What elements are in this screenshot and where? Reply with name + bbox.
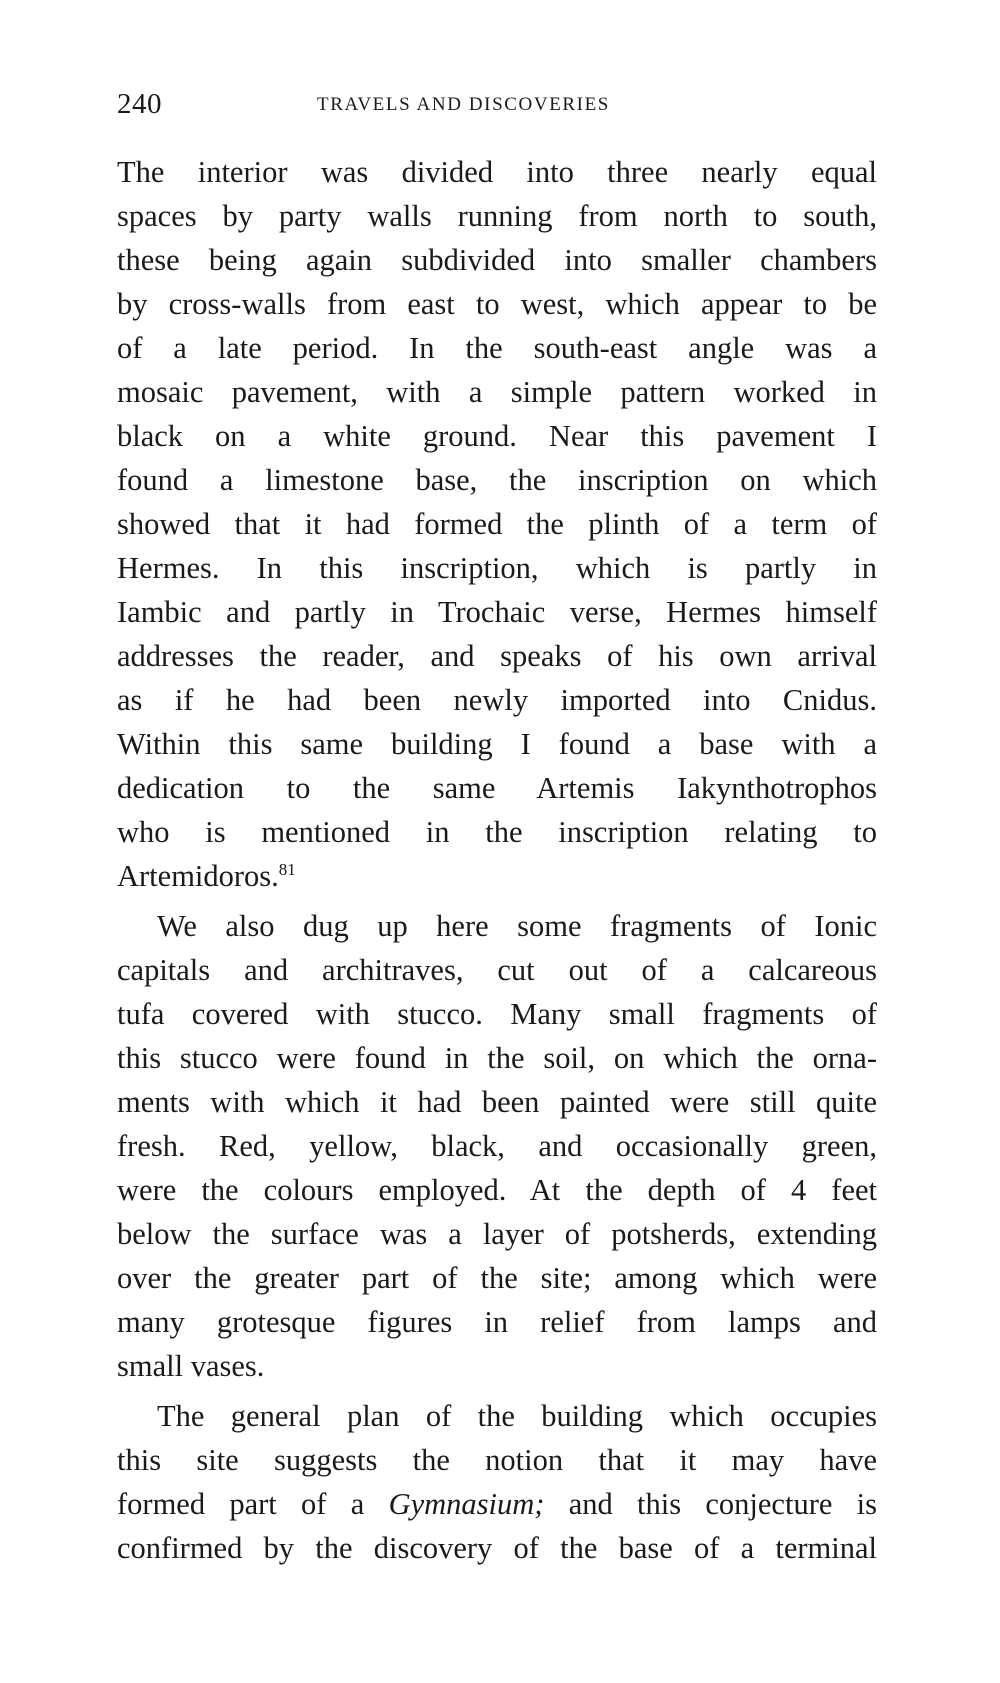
- text-line: capitals and architraves, cut out of a calcareous: [117, 953, 877, 987]
- running-title: TRAVELS AND DISCOVERIES: [317, 94, 610, 115]
- text-line: [117, 1482, 877, 1526]
- text-line: below the surface was a layer of potsherds, extending: [117, 1217, 877, 1251]
- italic-term: Gymnasium;: [388, 1487, 545, 1521]
- text-fragment: and this conjecture is: [544, 1487, 877, 1521]
- text-line: Hermes. In this inscription, which is partly in: [117, 551, 877, 585]
- paragraph-2: [117, 904, 877, 1388]
- text-line: ments with which it had been painted were still quite: [117, 1085, 877, 1119]
- text-line: confirmed by the discovery of the base of a terminal: [117, 1531, 877, 1565]
- text-line: mosaic pavement, with a simple pattern worked in: [117, 375, 877, 409]
- page-number: 240: [117, 88, 162, 120]
- text-line: who is mentioned in the inscription relating to: [117, 815, 877, 849]
- text-line: this stucco were found in the soil, on which the orna-: [117, 1041, 877, 1075]
- text-line: The interior was divided into three nearly equal: [117, 155, 877, 189]
- running-head: [117, 84, 877, 124]
- text-line: fresh. Red, yellow, black, and occasionally green,: [117, 1129, 877, 1163]
- text-line: Within this same building I found a base with a: [117, 727, 877, 761]
- text-line: Iambic and partly in Trochaic verse, Hermes himself: [117, 595, 877, 629]
- text-line: The general plan of the building which occupies: [157, 1399, 877, 1433]
- text-fragment: formed part of a: [117, 1487, 389, 1521]
- text-line: addresses the reader, and speaks of his own arrival: [117, 639, 877, 673]
- footnote-reference: 81: [278, 859, 296, 879]
- text-line: spaces by party walls running from north to south,: [117, 199, 877, 233]
- text-line: We also dug up here some fragments of Ionic: [157, 909, 877, 943]
- body-text: [117, 150, 877, 1570]
- text-line: showed that it had formed the plinth of a term of: [117, 507, 877, 541]
- text-line-last: [117, 854, 877, 898]
- text-line: by cross-walls from east to west, which appear to be: [117, 287, 877, 321]
- text-line: over the greater part of the site; among which were: [117, 1261, 877, 1295]
- text-line: black on a white ground. Near this pavement I: [117, 419, 877, 453]
- text-line: were the colours employed. At the depth of 4 feet: [117, 1173, 877, 1207]
- text-line: these being again subdivided into smaller chambers: [117, 243, 877, 277]
- text-line: dedication to the same Artemis Iakynthotrophos: [117, 771, 877, 805]
- text-line: many grotesque figures in relief from lamps and: [117, 1305, 877, 1339]
- text-line-last: small vases.: [117, 1349, 265, 1383]
- text-line: tufa covered with stucco. Many small fragments of: [117, 997, 877, 1031]
- text-line: as if he had been newly imported into Cnidus.: [117, 683, 877, 717]
- text-line: found a limestone base, the inscription on which: [117, 463, 877, 497]
- text-line: this site suggests the notion that it may have: [117, 1443, 877, 1477]
- paragraph-1: [117, 150, 877, 898]
- paragraph-3: [117, 1394, 877, 1570]
- text-line: of a late period. In the south-east angle was a: [117, 331, 877, 365]
- text-fragment: Artemidoros.: [117, 859, 279, 893]
